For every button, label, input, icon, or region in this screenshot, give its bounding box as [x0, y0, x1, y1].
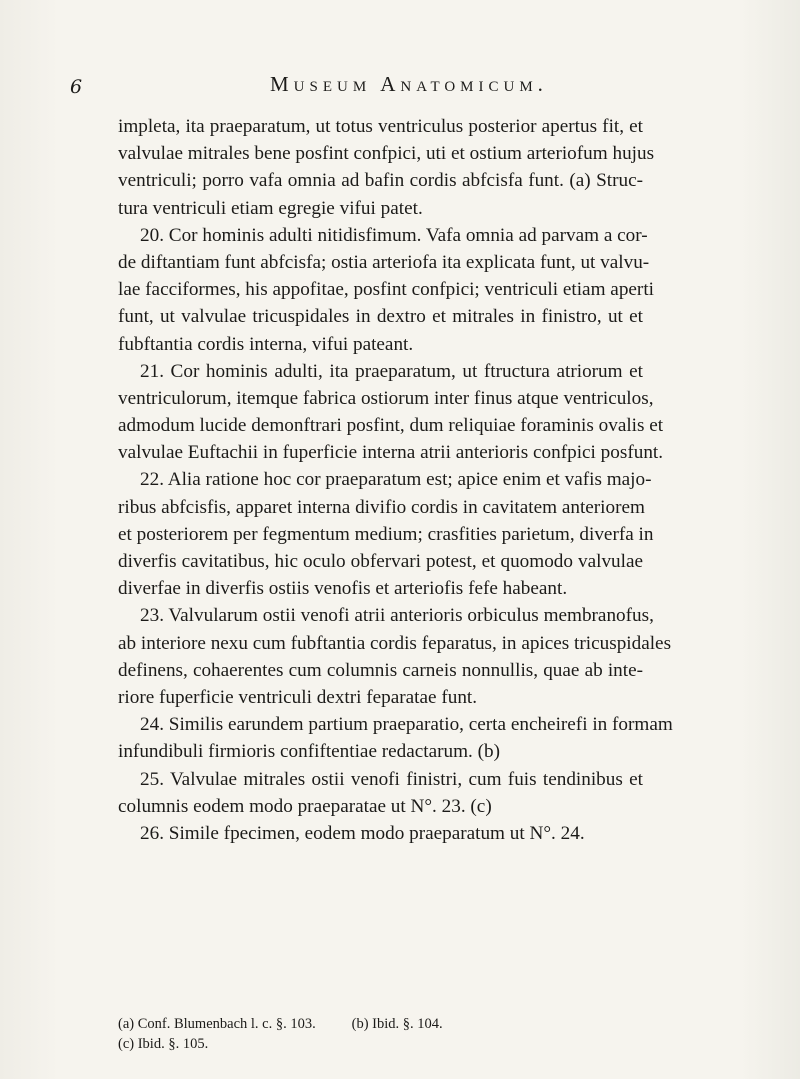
text-line: funt, ut valvulae tricuspidales in dextro et mitrales in finistro, ut et	[118, 306, 643, 328]
text-line: 21. Cor hominis adulti, ita praeparatum, ut ftructura atriorum et	[140, 360, 643, 382]
text-line: tura ventriculi etiam egregie vifui patet.	[118, 197, 423, 219]
text-line: diverfae in diverfis ostiis venofis et arteriofis fefe habeant.	[118, 578, 568, 600]
text-line: valvulae Euftachii in fuperficie interna atrii anterioris confpici posfunt.	[118, 442, 664, 464]
body-text	[118, 113, 673, 847]
text-line: ribus abfcisfis, apparet interna divifio cordis in cavitatem anteriorem	[118, 496, 645, 518]
text-line: ventriculi; porro vafa omnia ad bafin cordis abfcisfa funt. (a) Struc-	[118, 170, 643, 192]
footnote-row	[118, 1034, 643, 1054]
text-line: 26. Simile fpecimen, eodem modo praeparatum ut N°. 24.	[140, 822, 585, 844]
footnote-b: (b) Ibid. §. 104.	[351, 1016, 443, 1032]
page-header	[70, 72, 640, 102]
text-line: et posteriorem per fegmentum medium; crasfities parietum, diverfa in	[118, 523, 654, 545]
text-line: infundibuli firmioris confiftentiae redactarum. (b)	[118, 741, 501, 763]
text-line: 22. Alia ratione hoc cor praeparatum est; apice enim et vafis majo-	[140, 469, 652, 491]
text-line: columnis eodem modo praeparatae ut N°. 23. (c)	[118, 795, 492, 817]
text-line: admodum lucide demonftrari posfint, dum reliquiae foraminis ovalis et	[118, 415, 664, 437]
text-line: 23. Valvularum ostii venofi atrii anterioris orbiculus membranofus,	[140, 605, 654, 627]
text-line: valvulae mitrales bene posfint confpici, uti et ostium arteriofum hujus	[118, 143, 655, 165]
footnotes	[118, 1014, 643, 1054]
text-line: definens, cohaerentes cum columnis carneis nonnullis, quae ab inte-	[118, 659, 643, 681]
text-line: de diftantiam funt abfcisfa; ostia arteriofa ita explicata funt, ut valvu-	[118, 251, 650, 273]
text-line: 24. Similis earundem partium praeparatio, certa encheirefi in formam	[140, 714, 673, 736]
text-line: 20. Cor hominis adulti nitidisfimum. Vafa omnia ad parvam a cor-	[140, 224, 648, 246]
text-line: diverfis cavitatibus, hic oculo obfervari potest, et quomodo valvulae	[118, 551, 643, 572]
footnote-row	[118, 1014, 643, 1034]
text-line: lae facciformes, his appofitae, posfint confpici; ventriculi etiam aperti	[118, 279, 654, 301]
page-number: 6	[70, 76, 83, 98]
text-line: riore fuperficie ventriculi dextri feparatae funt.	[118, 686, 478, 708]
text-line: impleta, ita praeparatum, ut totus ventriculus posterior apertus fit, et	[118, 116, 643, 137]
text-line: ventriculorum, itemque fabrica ostiorum inter finus atque ventriculos,	[118, 387, 654, 409]
text-line: 25. Valvulae mitrales ostii venofi finistri, cum fuis tendinibus et	[140, 768, 643, 790]
text-line: ab interiore nexu cum fubftantia cordis feparatus, in apices tricuspidales	[118, 632, 672, 654]
footnote-a: (a) Conf. Blumenbach l. c. §. 103.	[118, 1016, 316, 1032]
running-title: Museum Anatomicum.	[270, 72, 548, 96]
footnote-c: (c) Ibid. §. 105.	[118, 1036, 209, 1052]
text-line: fubftantia cordis interna, vifui pateant.	[118, 333, 414, 355]
